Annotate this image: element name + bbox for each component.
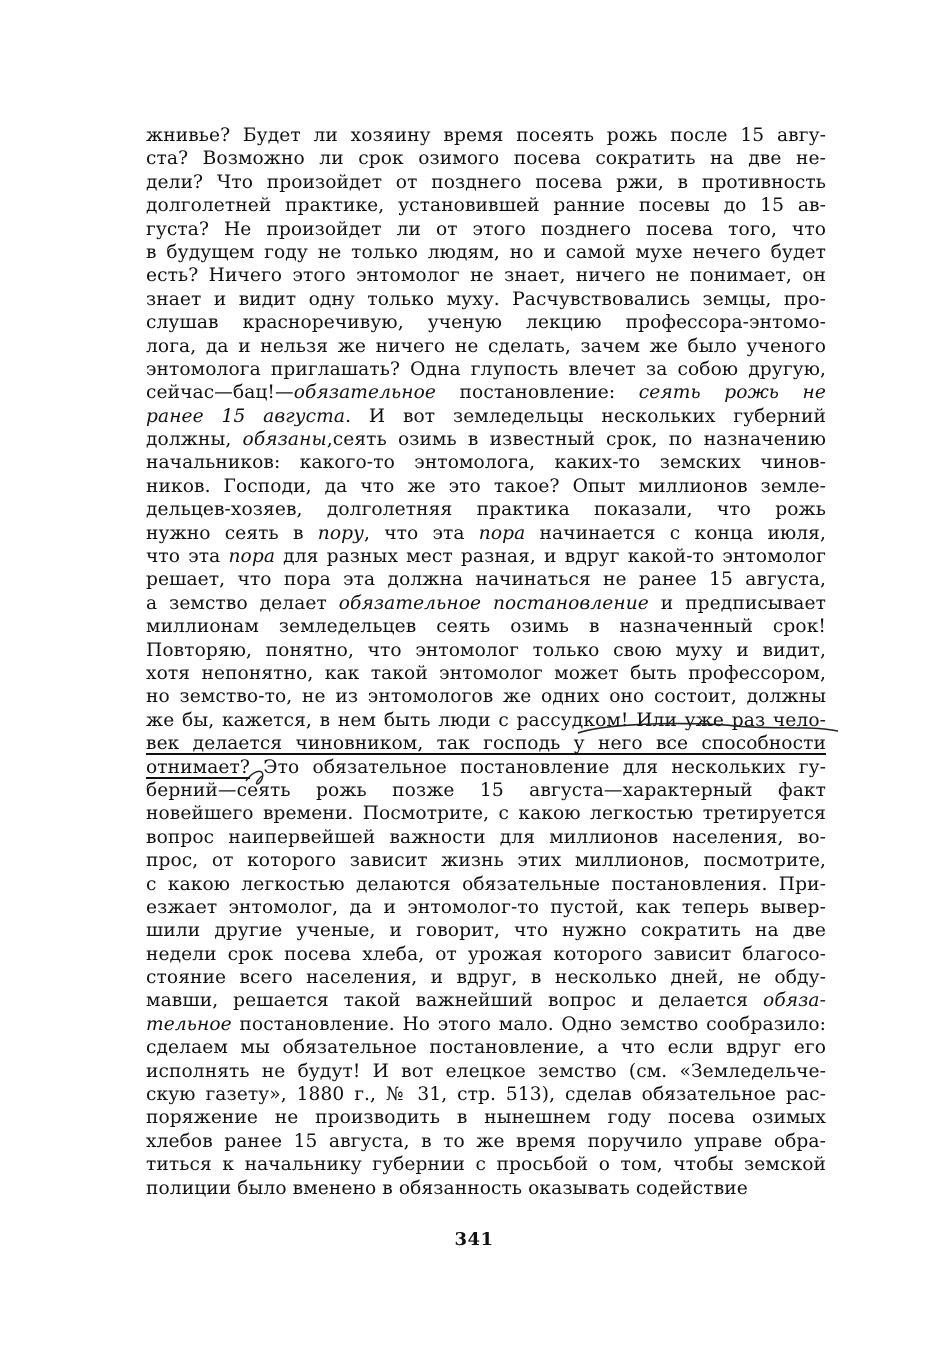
text-segment: шили другие ученые, и говорит, что нужно сократить на две (146, 920, 826, 942)
text-line (146, 943, 826, 966)
text-segment: Это обязательное постановление для нескольких гу- (249, 756, 826, 778)
body-text (146, 124, 826, 1200)
italic-text: пора (478, 522, 526, 544)
italic-text: обяза- (763, 990, 826, 1012)
text-segment: сделаем мы обязательное постановление, а что если вдруг его (146, 1037, 826, 1059)
text-segment: постановление. Но этого мало. Одно земство сообразило: (231, 1013, 826, 1035)
text-segment: нужно сеять в (146, 522, 318, 544)
text-segment: стояние всего населения, и вдруг, в несколько дней, не обду- (146, 967, 826, 989)
text-segment: Повторяю, понятно, что энтомолог только свою муху и видит, (146, 639, 826, 661)
text-line (146, 545, 826, 568)
text-line (146, 171, 826, 194)
text-line (146, 826, 826, 849)
text-line (146, 896, 826, 919)
text-segment: дельцев-хозяев, долголетняя практика показали, что рожь (146, 499, 826, 521)
text-line (146, 428, 826, 451)
underlined-text: век делается чиновником, так господь у него все способности (146, 733, 826, 755)
text-segment: . И вот земледельцы нескольких губерний (345, 405, 826, 427)
text-segment: в будущем году не только людям, но и самой мухе нечего будет (146, 241, 826, 263)
italic-text: обязательное постановление (338, 592, 649, 614)
text-line (146, 732, 826, 755)
text-line (146, 615, 826, 638)
text-segment: ,сеять озимь в известный срок, по назначению (326, 429, 827, 451)
text-line (146, 475, 826, 498)
text-segment: новейшего времени. Посмотрите, с какою легкостью третируется (146, 803, 826, 825)
text-line (146, 241, 826, 264)
text-line (146, 1177, 826, 1200)
italic-text: обязаны (242, 429, 327, 451)
text-line (146, 218, 826, 241)
text-segment: ников. Господи, да что же это такое? Опыт миллионов земле- (146, 475, 826, 497)
text-segment: исполнять не будут! И вот елецкое земство (см. «Земледельче- (146, 1060, 826, 1082)
text-line (146, 498, 826, 521)
text-segment: решает, что пора эта должна начинаться не ранее 15 августа, (146, 569, 826, 591)
text-segment: долголетней практике, установившей ранние посевы до 15 ав- (146, 195, 826, 217)
text-line (146, 124, 826, 147)
text-line (146, 662, 826, 685)
text-line (146, 966, 826, 989)
text-segment: лога, да и нельзя же ничего не сделать, зачем же было ученого (146, 335, 826, 357)
text-line (146, 756, 826, 779)
text-line (146, 147, 826, 170)
text-line (146, 335, 826, 358)
text-line (146, 639, 826, 662)
text-line (146, 568, 826, 591)
text-segment: но земство-то, не из энтомологов же одних оно состоит, должны (146, 686, 826, 708)
text-segment: ста? Возможно ли срок озимого посева сократить на две не- (146, 148, 826, 170)
text-line (146, 1013, 826, 1036)
text-line (146, 1036, 826, 1059)
text-segment: знает и видит одну только муху. Расчувствовались земцы, про- (146, 288, 826, 310)
text-segment: с какою легкостью делаются обязательные постановления. При- (146, 873, 826, 895)
text-segment: , что эта (364, 522, 479, 544)
italic-text: ранее 15 августа (146, 405, 346, 427)
text-segment: начинается с конца июля, (525, 522, 827, 544)
text-segment: должны, (146, 429, 243, 451)
text-segment: сейчас—бац!— (146, 382, 294, 404)
italic-text: пора (228, 546, 276, 568)
text-segment: дели? Что произойдет от позднего посева ржи, в противность (146, 171, 826, 193)
text-segment: что эта (146, 546, 229, 568)
text-line (146, 405, 826, 428)
text-segment: хлебов ранее 15 августа, в то же время поручило управе обра- (146, 1130, 826, 1152)
text-segment: и предписывает (648, 592, 826, 614)
text-line (146, 264, 826, 287)
text-line (146, 381, 826, 404)
text-line (146, 522, 826, 545)
text-segment: а земство делает (146, 592, 339, 614)
text-line (146, 849, 826, 872)
text-line (146, 1153, 826, 1176)
text-segment: хотя непонятно, как такой энтомолог может быть профессором, (146, 662, 826, 684)
text-line (146, 1083, 826, 1106)
text-line (146, 311, 826, 334)
italic-text: обязательное (293, 382, 437, 404)
text-segment: полиции было вменено в обязанность оказывать содействие (146, 1177, 748, 1199)
text-line (146, 779, 826, 802)
text-segment: есть? Ничего этого энтомолог не знает, ничего не понимает, он (146, 265, 826, 287)
text-segment: недели срок посева хлеба, от урожая которого зависит благосо- (146, 943, 826, 965)
text-line (146, 709, 826, 732)
text-segment: скую газету», 1880 г., № 31, стр. 513), сделав обязательное рас- (146, 1084, 826, 1106)
text-segment: езжает энтомолог, да и энтомолог-то пустой, как теперь вывер- (146, 896, 826, 918)
text-segment: миллионам земледельцев сеять озимь в назначенный срок! (146, 616, 826, 638)
text-line (146, 194, 826, 217)
italic-text: пору (317, 522, 365, 544)
text-segment: же бы, кажется, в нем быть люди с рассудком! Или уже раз чело- (146, 709, 826, 731)
text-line (146, 358, 826, 381)
text-line (146, 685, 826, 708)
text-segment: мавши, решается такой важнейший вопрос и делается (146, 990, 764, 1012)
text-line (146, 288, 826, 311)
text-segment: для разных мест разная, и вдруг какой-то энтомолог (275, 546, 827, 568)
italic-text: сеять рожь не (638, 382, 826, 404)
text-segment: прос, от которого зависит жизнь этих миллионов, посмотрите, (146, 850, 826, 872)
text-line (146, 989, 826, 1012)
text-line (146, 1130, 826, 1153)
text-segment: густа? Не произойдет ли от этого позднего посева того, что (146, 218, 826, 240)
text-segment: титься к начальнику губернии с просьбой о том, чтобы земской (146, 1154, 826, 1176)
text-line (146, 1060, 826, 1083)
page-number: 341 (454, 1229, 494, 1250)
text-line (146, 873, 826, 896)
text-segment: вопрос наипервейшей важности для миллионов населения, во- (146, 826, 826, 848)
text-segment: постановление: (436, 382, 639, 404)
text-line (146, 592, 826, 615)
text-line (146, 919, 826, 942)
text-line (146, 1106, 826, 1129)
text-segment: энтомолога приглашать? Одна глупость влечет за собою другую, (146, 358, 826, 380)
text-segment: слушав красноречивую, ученую лекцию профессора-энтомо- (146, 312, 826, 334)
italic-text: тельное (146, 1013, 232, 1035)
text-line (146, 451, 826, 474)
text-segment: поряжение не производить в нынешнем году посева озимых (146, 1107, 826, 1129)
text-segment: берний—сеять рожь позже 15 августа—характерный факт (146, 779, 826, 801)
text-segment: начальников: какого-то энтомолога, каких-то земских чинов- (146, 452, 826, 474)
text-segment: жнивье? Будет ли хозяину время посеять рожь после 15 авгу- (146, 125, 826, 146)
text-line (146, 802, 826, 825)
underlined-text: отнимает? (146, 756, 250, 778)
